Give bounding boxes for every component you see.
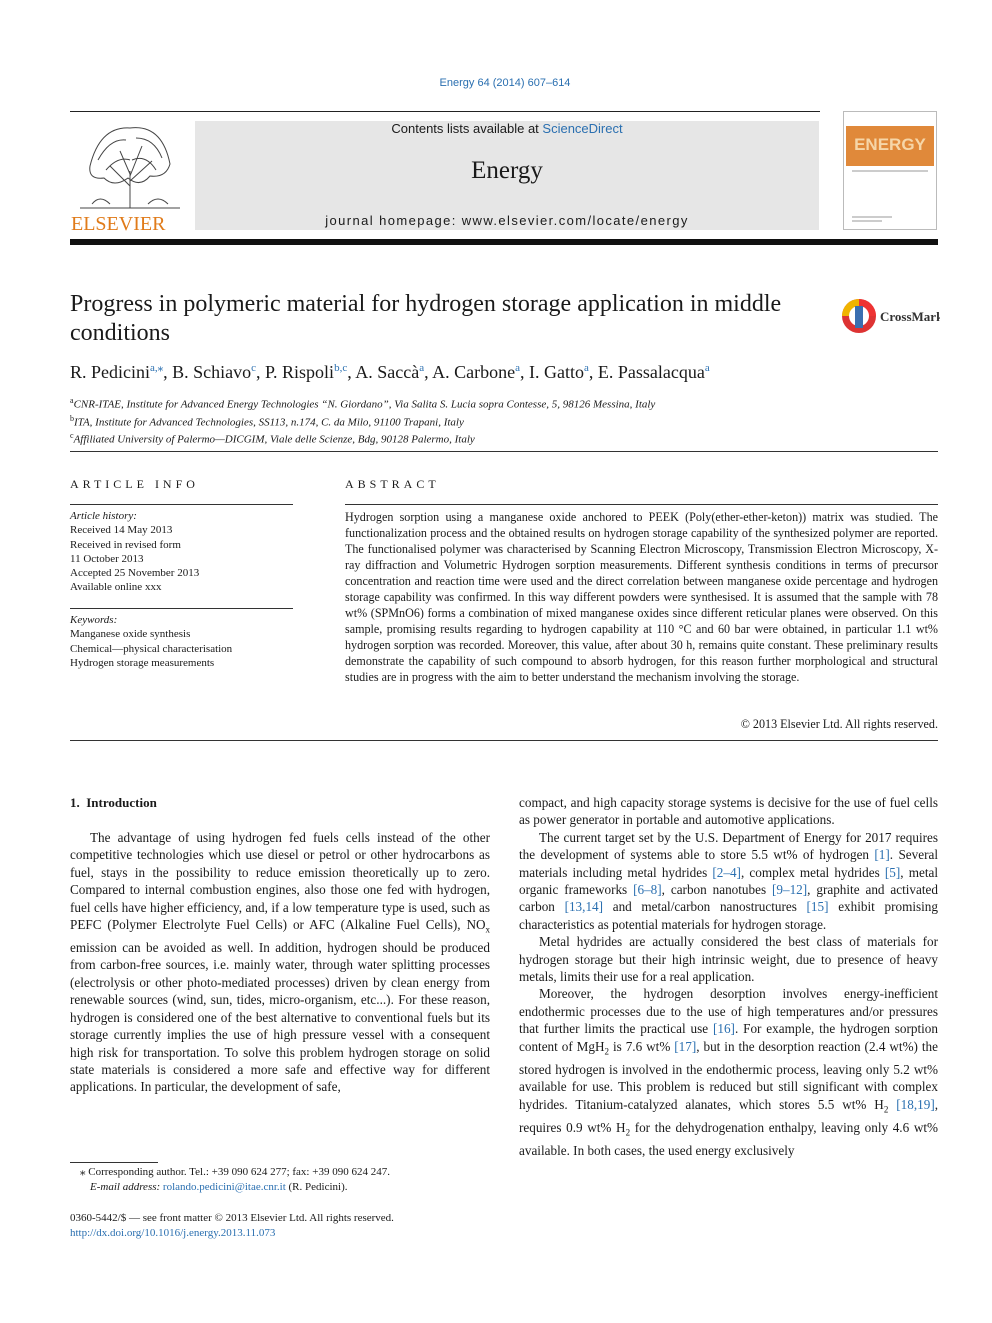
reference-link[interactable]: [6–8]: [633, 882, 662, 898]
divider: [345, 504, 938, 505]
history-item: 11 October 2013: [70, 552, 144, 565]
crossmark-badge[interactable]: [840, 296, 940, 336]
reference-link[interactable]: [2–4]: [712, 864, 741, 880]
divider: [70, 504, 293, 505]
email-line: E-mail address: rolando.pedicini@itae.cnr.it (R. Pedicini).: [90, 1181, 348, 1193]
reference-link[interactable]: [5]: [884, 864, 901, 880]
keyword: Manganese oxide synthesis: [70, 628, 191, 641]
contents-prefix: Contents lists available at: [391, 121, 543, 136]
divider: [70, 451, 938, 452]
author[interactable]: B. Schiavo$^c$: [172, 362, 257, 382]
corresponding-author-footnote: [70, 1165, 490, 1195]
section-heading: 1. Introduction: [70, 795, 157, 810]
contents-line: [195, 121, 819, 136]
history-item: Received 14 May 2013: [70, 524, 173, 537]
author[interactable]: R. Pedicini$^{a,⁎}$: [70, 362, 164, 382]
paragraph: The advantage of using hydrogen fed fuels cells instead of the other competitive technologies which use diesel or petrol or other hydrocarbons as fuel, stays in the possibility to reduce emission theoretically up to zero. Compared to internal combustion engines, also those one fed with hydrogen, fuel cells have higher efficiency, and, if a low temperature type is used, such as PEFC (Polymer Electrolyte Fuel Cells) or AFC (Alkaline Fuel Cells), $NO_x$ emission can be avoided as well. In addition, hydrogen should be produced from carbon-free sources, i.e. mainly water, through water splitting processes (electrolysis or other photo-mediated processes) driven by clean energy from renewable sources (wind, sun, tides, micro-organism, etc...). For these reason, hydrogen is considered one of the best alternative to conventional fuels but its storage currently implies the use of high pressure vessel with a consequent high risk for transportation. To solve this problem hydrogen storage on solid state materials is considered a more safe and effective way for different applications. In particular, the development of safe,: [70, 830, 490, 1095]
history-item: Available online xxx: [70, 581, 162, 594]
author[interactable]: A. Carbone$^a$: [432, 362, 520, 382]
reference-link[interactable]: [15]: [806, 899, 829, 915]
corresponding-author: ⁎ Corresponding author. Tel.: +39 090 624 277; fax: +39 090 624 247.: [80, 1166, 390, 1178]
journal-cover-image: [844, 112, 936, 229]
reference-link[interactable]: [17]: [674, 1038, 697, 1054]
homepage-link[interactable]: www.elsevier.com/locate/energy: [461, 213, 689, 228]
cover-title: ENERGY: [854, 135, 926, 154]
elsevier-wordmark: ELSEVIER: [71, 213, 166, 234]
abstract-text: Hydrogen sorption using a manganese oxide anchored to PEEK (Poly(ether-ether-keton)) matrix was studied. The functionalization process and the obtained results on hydrogen storage capability of the synthesized polymer are reported. The functionalised polymer was characterised by Scanning Electron Microscopy, Transmission Electron Microscopy, X-ray diffraction and Volumetric Hydrogen sorption measurements. Different synthesis conditions in terms of precursor concentration and reaction time were used and the direct correlation between manganese oxide percentage and hydrogen storage capability was confirmed. In this way different powders were synthesised. It is assumed that the sample with 78 wt% (SPMnO6) forms a combination of mixed manganese oxides since different reticular planes were observed. On this sample, promising results regarding to hydrogen capability at 110 °C and 60 bar were obtained, in particular 1.1 wt% hydrogen sorption was recorded. Moreover, this value, after about 30 h, remains quite constant. These preliminary results demonstrate the capability of such compound to absorb hydrogen, for this reason further morphological and structural studies are in progress with the aim to better understand the mechanism involving the storage.: [345, 510, 938, 684]
header-thick-rule: [70, 239, 938, 245]
sciencedirect-link[interactable]: ScienceDirect: [542, 121, 623, 136]
keyword: Hydrogen storage measurements: [70, 656, 215, 669]
paragraph: Metal hydrides are actually considered the best class of materials for hydrogen storage but their high intrinsic weight, due to presence of heavy metals, limits their use for a real application.: [519, 934, 938, 985]
affiliation: $^a$CNR-ITAE, Institute for Advanced Energy Technologies “N. Giordano”, Via Salita S. Lucia sopra Contesse, 5, 98126 Messina, Italy: [70, 396, 656, 411]
reference-link[interactable]: [1]: [874, 847, 890, 863]
abstract-copyright: © 2013 Elsevier Ltd. All rights reserved.: [740, 717, 938, 731]
homepage-prefix: journal homepage:: [325, 213, 462, 228]
elsevier-tree-icon: [70, 116, 190, 234]
email-link[interactable]: rolando.pedicini@itae.cnr.it: [162, 1181, 286, 1193]
article-info-heading: ARTICLE INFO: [70, 477, 199, 491]
keyword: Chemical—physical characterisation: [70, 642, 233, 655]
affiliation: $^b$ITA, Institute for Advanced Technologies, SS113, n.174, C. da Milo, 91100 Trapani, Italy: [70, 413, 464, 429]
divider: [70, 608, 293, 609]
reference-link[interactable]: [9–12]: [772, 882, 808, 898]
crossmark-label: CrossMark: [880, 309, 940, 324]
issn-line: 0360-5442/$ — see front matter © 2013 Elsevier Ltd. All rights reserved.: [70, 1212, 394, 1224]
author[interactable]: E. Passalacqua$^a$: [597, 362, 710, 382]
paragraph: compact, and high capacity storage systems is decisive for the use of fuel cells as power generator in portable and automotive applications.: [519, 795, 938, 828]
reference-link[interactable]: [16]: [712, 1021, 735, 1037]
journal-homepage-line: [195, 213, 819, 228]
author-list: R. Pedicini$^{a,⁎}$, B. Schiavo$^c$, P. Rispoli$^{b,c}$, A. Saccà$^a$, A. Carbone$^a$, I. Gatto$^a$, E. Passalacqua$^a$: [70, 362, 710, 382]
author[interactable]: P. Rispoli$^{b,c}$: [265, 362, 348, 382]
journal-name: Energy: [471, 157, 543, 184]
history-item: Received in revised form: [70, 538, 181, 551]
paragraph: The current target set by the U.S. Department of Energy for 2017 requires the development of systems able to store 5.5 wt% of hydrogen [1]. Several materials including metal hydrides [2–4], complex metal hydrides [5], metal organic frameworks [6–8], carbon nanotubes [9–12], graphite and activated carbon [13,14] and metal/carbon nanostructures [15] exhibit promising characteristics as potential materials for hydrogen storage.: [519, 829, 939, 932]
elsevier-logo[interactable]: [70, 116, 190, 234]
reference-link[interactable]: [13,14]: [564, 899, 604, 915]
journal-citation-link[interactable]: Energy 64 (2014) 607–614: [439, 77, 571, 89]
issn-block: [70, 1211, 490, 1241]
article-history: [70, 509, 293, 595]
footnote-rule: [70, 1162, 158, 1163]
affiliations: [70, 394, 938, 447]
journal-cover-thumbnail[interactable]: [843, 111, 937, 230]
header-top-rule: [70, 111, 820, 112]
body-column-right: [519, 794, 938, 1159]
author[interactable]: A. Saccà$^a$: [355, 362, 425, 382]
keywords-label: Keywords:: [70, 614, 118, 626]
author[interactable]: I. Gatto$^a$: [528, 362, 589, 382]
affiliation: $^c$Affiliated University of Palermo—DICGIM, Viale delle Scienze, Bdg, 90128 Palermo, Italy: [70, 431, 475, 446]
abstract-heading: ABSTRACT: [345, 477, 440, 491]
history-item: Accepted 25 November 2013: [70, 567, 200, 580]
keywords: [70, 613, 293, 670]
paragraph: Moreover, the hydrogen desorption involves energy-inefficient endothermic processes due to the use of high temperatures and/or pressures that further limits the practical use [16]. For example, the hydrogen sorption content of MgH$_2$ is 7.6 wt% [17], but in the desorption reaction (2.4 wt%) the stored hydrogen is involved in the endothermic process, leaving only 5.2 wt% available for use. This problem is reduced but still significant with complex hydrides. Titanium-catalyzed alanates, which stores 5.5 wt% $H_2$ [18,19], requires 0.9 wt% $H_2$ for the dehydrogenation enthalpy, leaving only 4.6 wt% available. In both cases, the used energy exclusively: [519, 986, 939, 1158]
reference-link[interactable]: [18,19]: [896, 1096, 935, 1112]
crossmark-icon: [840, 296, 940, 336]
divider: [70, 740, 938, 741]
body-column-left: [70, 829, 490, 1096]
article-title: Progress in polymeric material for hydrogen storage application in middle conditions: [70, 291, 782, 346]
doi-link[interactable]: http://dx.doi.org/10.1016/j.energy.2013.11.073: [70, 1227, 276, 1239]
history-label: Article history:: [70, 510, 137, 522]
